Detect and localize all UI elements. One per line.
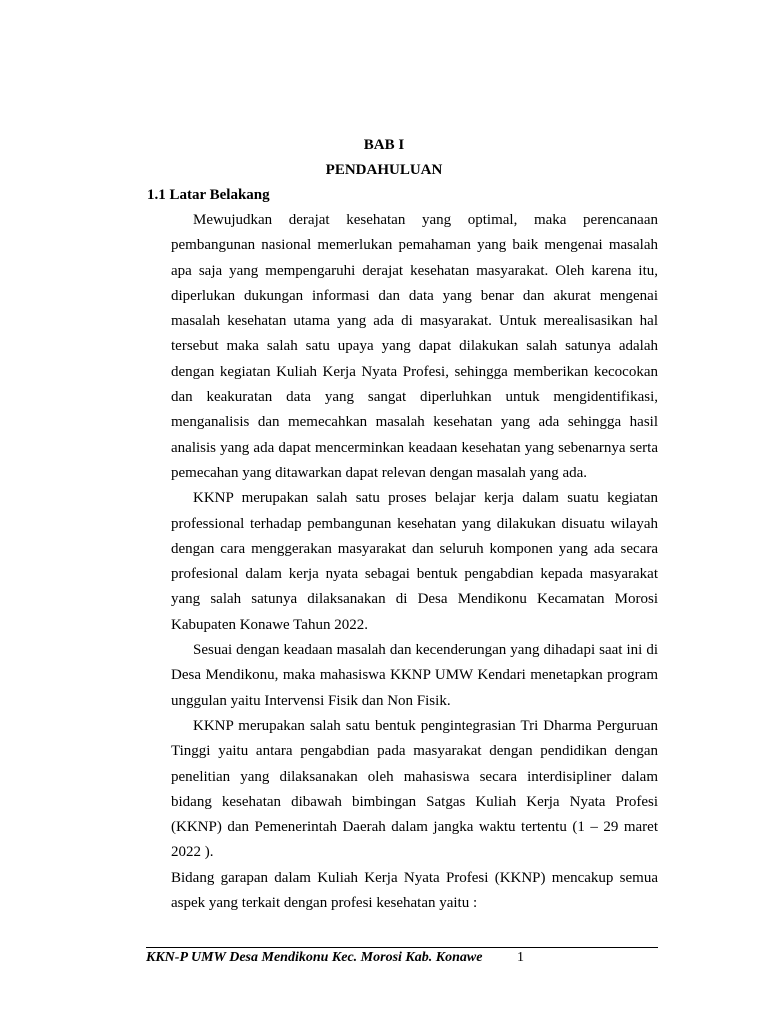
paragraph-4: KKNP merupakan salah satu bentuk pengintegrasian Tri Dharma Perguruan Tinggi yaitu antara pengabdian pada masyarakat dengan pendidikan dengan penelitian yang dilaksanakan oleh mahasiswa secara interdisipliner dalam bidang kesehatan dibawah bimbingan Satgas Kuliah Kerja Nyata Profesi (KKNP) dan Pemenerintah Daerah dalam jangka waktu tertentu (1 – 29 maret 2022 ). bbox=[171, 717, 658, 861]
paragraph-2: KKNP merupakan salah satu proses belajar kerja dalam suatu kegiatan professional terhadap pembangunan kesehatan yang dilakukan disuatu wilayah dengan cara menggerakan masyarakat dan seluruh komponen yang ada secara profesional dalam kerja nyata sebagai bentuk pengabdian kepada masyarakat yang salah satunya dilaksanakan di Desa Mendikonu Kecamatan Morosi Kabupaten Konawe Tahun 2022. bbox=[171, 490, 658, 633]
body-text bbox=[171, 208, 658, 916]
page-number: 1 bbox=[517, 950, 524, 965]
chapter-title: PENDAHULUAN bbox=[325, 162, 443, 178]
paragraph-3: Sesuai dengan keadaan masalah dan kecenderungan yang dihadapi saat ini di Desa Mendikonu, maka mahasiswa KKNP UMW Kendari menetapkan program unggulan yaitu Intervensi Fisik dan Non Fisik. bbox=[171, 642, 658, 709]
footer-text: KKN-P UMW Desa Mendikonu Kec. Morosi Kab. Konawe bbox=[146, 950, 483, 965]
section-title: 1.1 Latar Belakang bbox=[147, 187, 270, 203]
footer-divider bbox=[146, 947, 658, 948]
paragraph-1: Mewujudkan derajat kesehatan yang optimal, maka perencanaan pembangunan nasional memerlukan pemahaman yang baik mengenai masalah apa saja yang mempengaruhi derajat kesehatan masyarakat. Oleh karena itu, diperlukan dukungan informasi dan data yang benar dan akurat mengenai masalah kesehatan utama yang ada di masyarakat. Untuk merealisasikan hal tersebut maka salah satu upaya yang dapat dilakukan salah satunya adalah dengan kegiatan Kuliah Kerja Nyata Profesi, sehingga memberikan kecocokan dan keakuratan data yang sangat diperluhkan untuk mengidentifikasi, menganalisis dan memecahkan masalah kesehatan yang ada sehingga hasil analisis yang ada dapat mencerminkan keadaan kesehatan yang sebenarnya serta pemecahan yang ditawarkan dapat relevan dengan masalah yang ada. bbox=[171, 212, 658, 481]
paragraph-5: Bidang garapan dalam Kuliah Kerja Nyata Profesi (KKNP) mencakup semua aspek yang terkait dengan profesi kesehatan yaitu : bbox=[171, 869, 658, 912]
chapter-label: BAB I bbox=[363, 137, 405, 153]
